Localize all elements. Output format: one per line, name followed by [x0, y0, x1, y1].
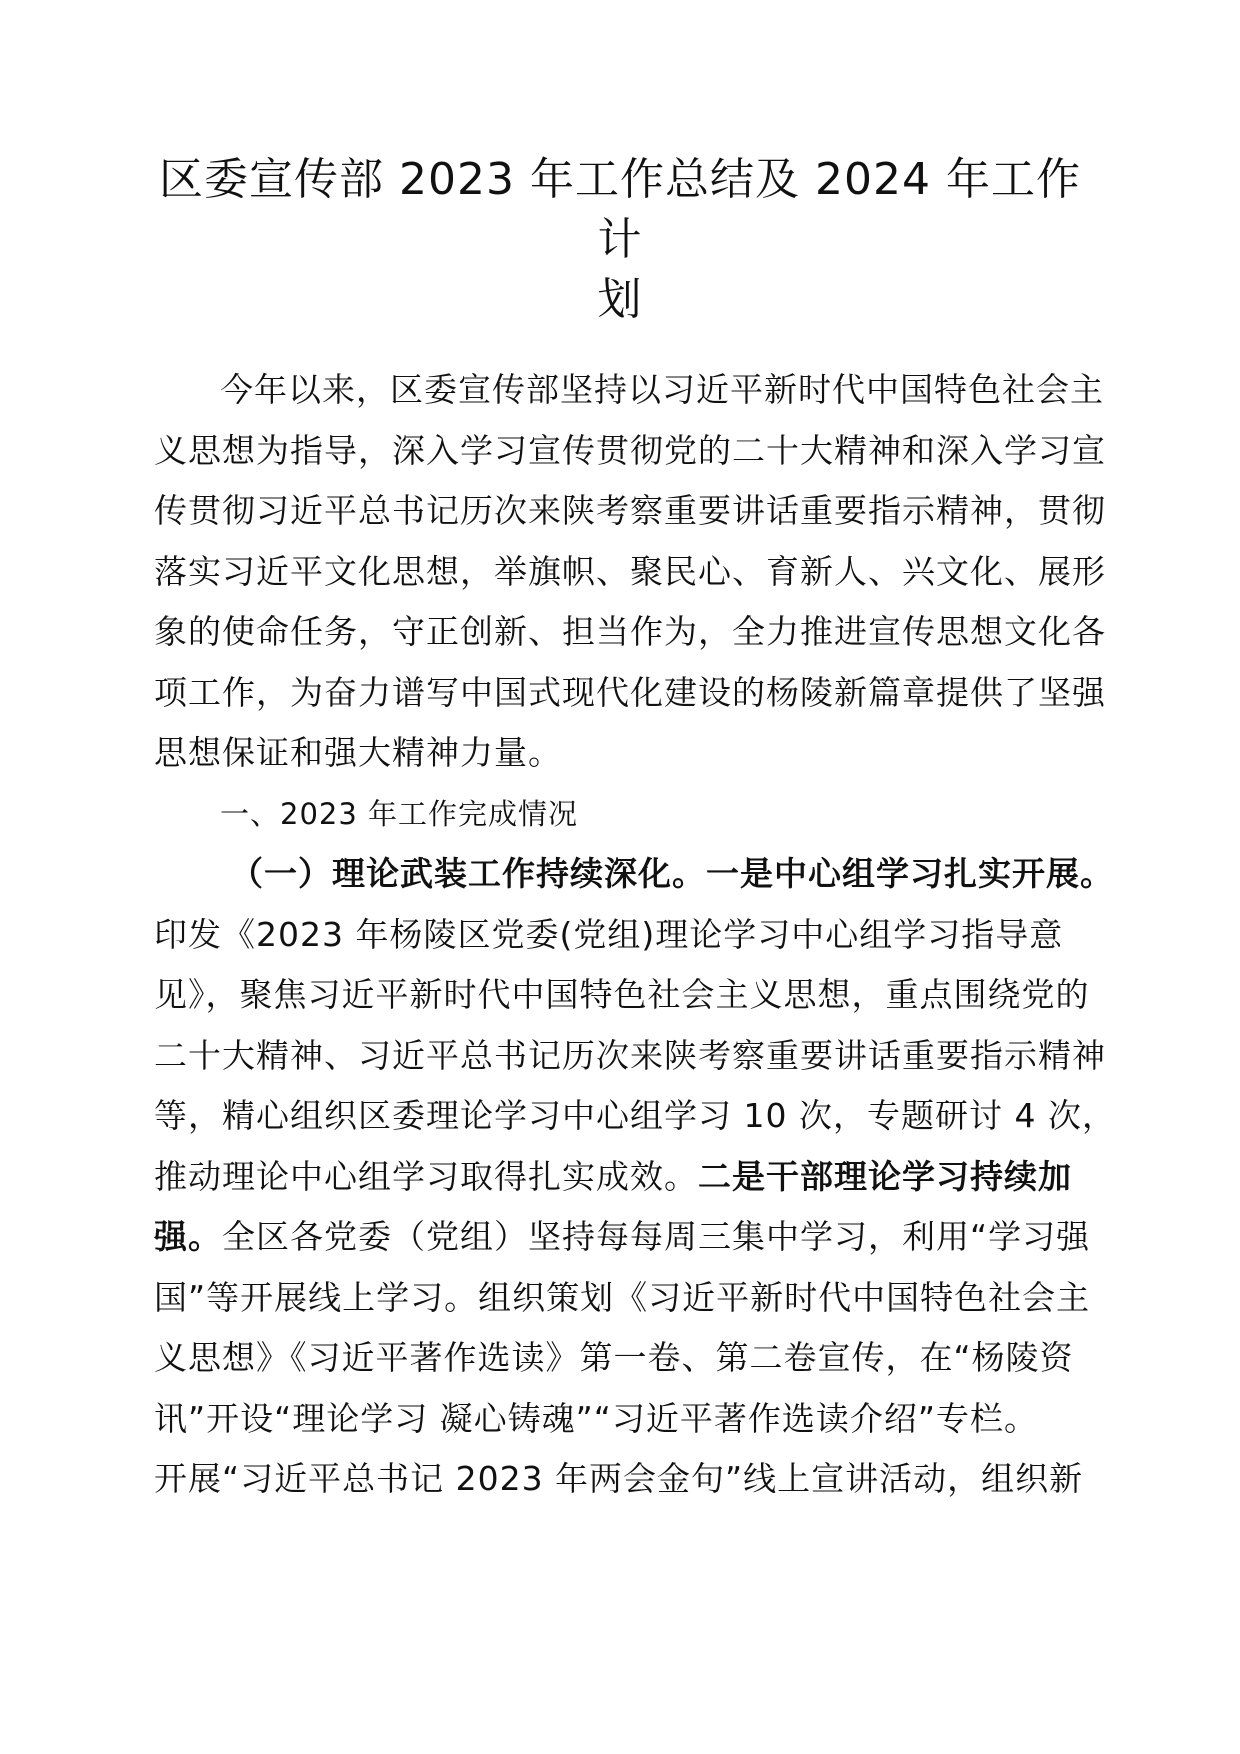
inline-bold-heading: 强。: [154, 1217, 222, 1256]
paragraph-line: [154, 1207, 1094, 1268]
paragraph-line: 落实习近平文化思想，举旗帜、聚民心、育新人、兴文化、展形: [154, 551, 1106, 591]
paragraph-line: 项工作，为奋力谱写中国式现代化建设的杨陵新篇章提供了坚强: [154, 672, 1106, 712]
paragraph-line: 传贯彻习近平总书记历次来陕考察重要讲话重要指示精神，贯彻: [154, 491, 1106, 530]
paragraph-line: 等，精心组织区委理论学习中心组学习 10 次，专题研讨 4 次，: [154, 1096, 1116, 1135]
paragraph-line: 象的使命任务，守正创新、担当作为，全力推进宣传思想文化各: [154, 612, 1106, 651]
paragraph-line: 开展“习近平总书记 2023 年两会金句”线上宣讲活动，组织新: [154, 1459, 1084, 1498]
document-body: [154, 360, 1116, 1510]
title-line: 区委宣传部 2023 年工作总结及 2024 年工作计: [159, 154, 1081, 265]
title-line: 划: [597, 274, 643, 325]
paragraph-line: 二十大精神、习近平总书记历次来陕考察重要讲话重要指示精神: [154, 1035, 1106, 1075]
paragraph-line: 义思想》《习近平著作选读》第一卷、第二卷宣传，在“杨陵资: [154, 1338, 1074, 1377]
paragraph-line: [154, 1147, 1094, 1208]
paragraph-line: 讯”开设“理论学习 凝心铸魂”“习近平著作选读介绍”专栏。: [154, 1398, 1038, 1438]
subsection-heading: （一）理论武装工作持续深化。一是中心组学习扎实开展。: [230, 854, 1114, 893]
paragraph-line: 义思想为指导，深入学习宣传贯彻党的二十大精神和深入学习宣: [154, 430, 1106, 470]
line-text: 推动理论中心组学习取得扎实成效。: [154, 1156, 698, 1196]
paragraph-line: 今年以来，区委宣传部坚持以习近平新时代中国特色社会主: [220, 370, 1104, 409]
paragraph-line: 印发《2023 年杨陵区党委(党组)理论学习中心组学习指导意: [154, 914, 1064, 954]
line-text: 全区各党委（党组）坚持每每周三集中学习，利用“学习强: [222, 1217, 1091, 1256]
paragraph-line: 国”等开展线上学习。组织策划《习近平新时代中国特色社会主: [154, 1277, 1091, 1317]
document-title: [150, 150, 1090, 330]
section-heading: 一、2023 年工作完成情况: [220, 796, 579, 831]
inline-bold-heading: 二是干部理论学习持续加: [698, 1156, 1072, 1196]
paragraph-line: 思想保证和强大精神力量。: [154, 733, 562, 772]
paragraph-line: 见》，聚焦习近平新时代中国特色社会主义思想，重点围绕党的: [154, 975, 1090, 1014]
